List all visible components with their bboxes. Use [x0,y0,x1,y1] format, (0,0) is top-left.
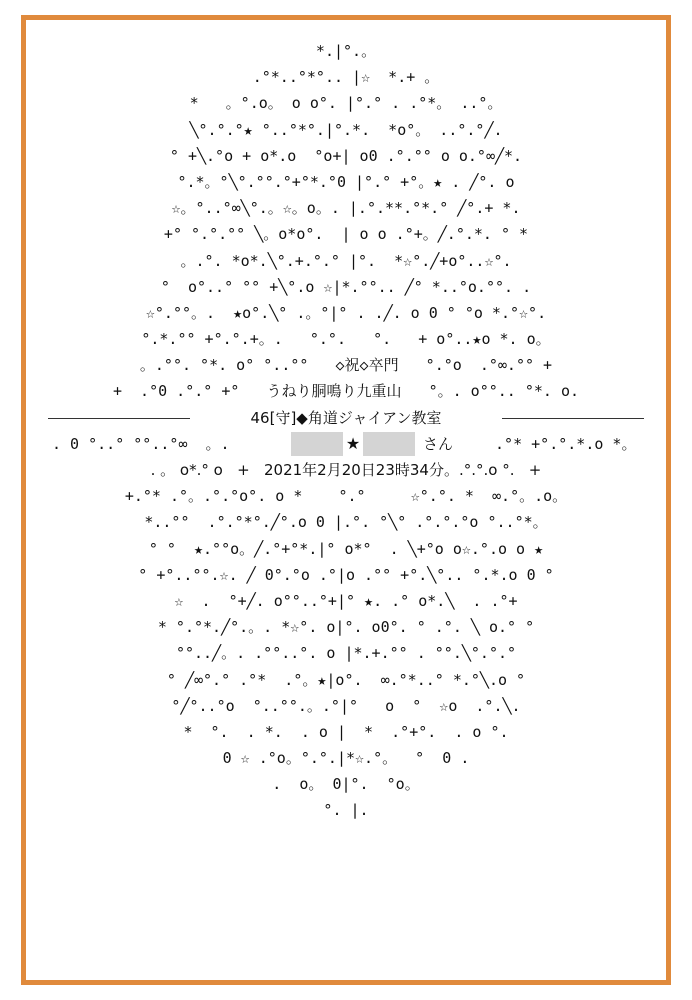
art-top-line: +° °.°.°° ╲。o*o°. | o o .°+。╱.°.*. ° * [163,225,529,244]
name-suffix: さん [423,434,454,453]
art-bottom-line: . o。 0|°. °o。 [272,775,420,794]
divider-title: 46[守]◆角道ジャイアン教室 [250,408,442,427]
art-top-line: °.*.°° +°.°.+。. °.°. °. + o°..★o *. o。 [141,330,551,349]
divider-line-right [502,418,644,419]
art-top-line: *.|°.。 [315,42,377,60]
art-bottom-line: * °. . *. . o | * .°+°. . o °. [183,722,509,741]
art-bottom-line: ° ° ★.°°o。╱.°+°*.|° o*° . ╲+°o o☆.°.o o ★ [148,539,544,558]
timestamp-row: . 。 o*.° o + 2021年2月20日23時34分。.°.°.o °. + [150,461,542,479]
art-top-line: * 。°.o。 o o°. |°.° . .°*。 ..°。 [189,94,503,113]
art-top-line: + .°0 .°.° +° うねり胴鳴り九重山 °。. o°°.. °*. o. [112,382,580,401]
art-bottom-line: 0 ☆ .°o。°.°.|*☆.°。 ° 0 . [222,749,470,768]
orange-frame [21,15,671,985]
name-row [26,431,666,457]
art-top-line: ° o°..° °° +╲°.o ☆|*.°°.. ╱° *..°o.°°. . [160,277,532,296]
art-bottom-line: *..°° .°.°*°.╱°.o 0 |.°. °╲° .°.°.°o °..°*。 [144,513,548,532]
redaction-box-right [363,432,415,456]
art-top-line: °.*。°╲°.°°.°+°*.°0 |°.° +°。★ . ╱°. o [177,172,515,191]
art-top-line: ° +╲.°o + o*.o °o+| o0 .°.°° o o.°∞╱*. [169,146,523,165]
art-top-line: ☆。°..°∞╲°.。☆。o。. |.°.**.°*.° ╱°.+ *. [171,199,521,218]
art-bottom-line: ° +°..°°.☆. ╱ 0°.°o .°|o .°° +°.╲°.. °.*.o 0 ° [138,565,554,584]
name-row-left-dots: . 0 °..° °°..°∞ 。. [52,434,230,453]
art-top-block [26,38,666,405]
divider-row [26,405,666,431]
art-bottom-line: +.°* .°。.°.°o°. o * °.° ☆°.°. * ∞.°。.o。 [124,487,568,506]
black-star-icon: ★ [345,433,361,453]
art-bottom-line: °. |. [323,801,369,820]
art-bottom-block [26,483,666,823]
ascii-art-egg [26,38,666,824]
art-top-line: 。.°°. °*. o° °..°° ◇祝◇卒門 °.°o .°∞.°° + [139,356,553,375]
art-top-line: ╲°.°.°★ °..°*°.|°.*. *o°。 ..°.°╱. [189,120,503,139]
art-bottom-line: °╱°..°o °..°°.。.°|° o ° ☆o .°.╲. [171,696,521,715]
redaction-box-left [291,432,343,456]
art-top-line: ☆°.°°。. ★o°.╲° .。°|° . .╱. o 0 ° °o *.°☆°. [145,303,547,322]
art-bottom-line: °°..╱。. .°°..°. o |*.+.°° . °°.╲°.°.° [175,644,517,663]
art-bottom-line: ° ╱∞°.° .°* .°。★|o°. ∞.°*..° *.°╲.o ° [166,670,526,689]
name-row-right-dots: .°* +°.°.*.o *。 [486,434,637,453]
art-top-line: 。.°. *o*.╲°.+.°.° |°. *☆°.╱+o°..☆°. [180,251,512,270]
art-top-line: .°*..°*°.. |☆ *.+ 。 [252,68,440,87]
art-bottom-line: * °.°*.╱°.。. *☆°. o|°. o0°. ° .°. ╲ o.° ° [157,618,535,637]
art-bottom-line: ☆ . °+╱. o°°..°+|° ★. .° o*.╲ . .°+ [174,591,518,610]
